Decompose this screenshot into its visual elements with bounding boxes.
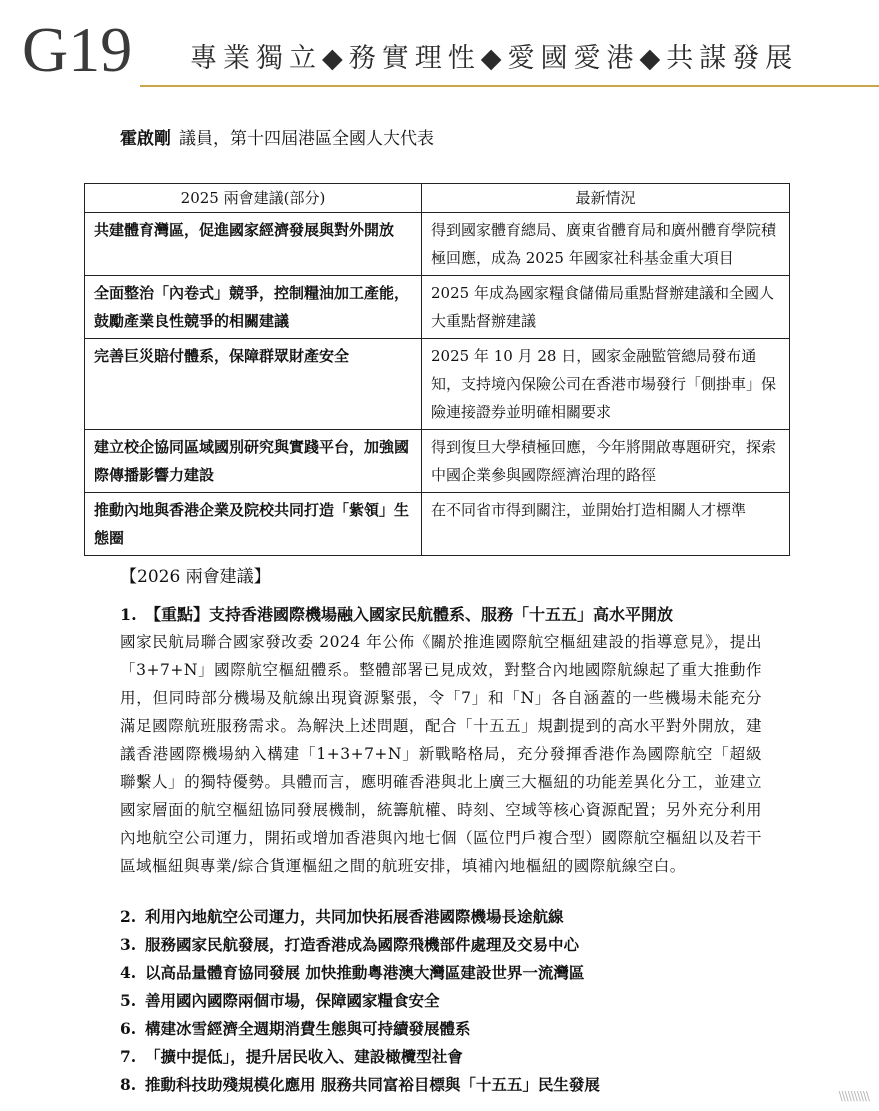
list-item bbox=[120, 1043, 800, 1071]
item-number: 7. bbox=[120, 1047, 137, 1066]
item-text: 服務國家民航發展，打造香港成為國際飛機部件處理及交易中心 bbox=[145, 935, 580, 954]
section-title-2026: 【2026 兩會建議】 bbox=[120, 567, 271, 587]
item-text: 善用國內國際兩個市場，保障國家糧食安全 bbox=[145, 991, 440, 1010]
g19-logo: G19 bbox=[22, 14, 133, 85]
item-title: 【重點】支持香港國際機場融入國家民航體系、服務「十五五」高水平開放 bbox=[145, 605, 674, 624]
table-header-proposal: 2025 兩會建議(部分) bbox=[85, 184, 422, 213]
list-item bbox=[120, 959, 800, 987]
table-header-status: 最新情況 bbox=[422, 184, 790, 213]
proposal-list bbox=[120, 903, 800, 1099]
header-slogan: 專業獨立◆務實理性◆愛國愛港◆共謀發展 bbox=[190, 43, 799, 74]
member-line bbox=[120, 124, 434, 149]
table-row bbox=[85, 493, 790, 556]
item-number: 3. bbox=[120, 935, 137, 954]
table-row bbox=[85, 213, 790, 276]
list-item bbox=[120, 1015, 800, 1043]
item-number: 6. bbox=[120, 1019, 137, 1038]
item-number: 1. bbox=[120, 605, 137, 624]
member-title: 議員，第十四屆港區全國人大代表 bbox=[179, 129, 434, 149]
item-text: 推動科技助殘規模化應用 服務共同富裕目標與「十五五」民生發展 bbox=[145, 1075, 600, 1094]
status-cell: 2025 年成為國家糧食儲備局重點督辦建議和全國人大重點督辦建議 bbox=[422, 276, 790, 339]
item-text: 以高品量體育協同發展 加快推動粵港澳大灣區建設世界一流灣區 bbox=[145, 963, 585, 982]
header-rule bbox=[140, 85, 879, 87]
item-number: 4. bbox=[120, 963, 137, 982]
item-number: 2. bbox=[120, 907, 137, 926]
proposal-item-1-heading bbox=[120, 602, 762, 628]
table-row bbox=[85, 339, 790, 430]
proposal-cell: 完善巨災賠付體系，保障群眾財產安全 bbox=[85, 339, 422, 430]
proposal-item-1 bbox=[120, 602, 762, 880]
proposal-item-1-body: 國家民航局聯合國家發改委 2024 年公佈《關於推進國際航空樞紐建設的指導意見》，提出「3+7+N」國際航空樞紐體系。整體部署已見成效，對整合內地國際航線起了重大推動作用，但同時部分機場及航線出現資源緊張，令「7」和「N」各自涵蓋的一些機場未能充分滿足國際航班服務需求。為解決上述問題，配合「十五五」規劃提到的高水平對外開放，建議香港國際機場納入構建「1+3+7+N」新戰略格局，充分發揮香港作為國際航空「超級聯繫人」的獨特優勢。具體而言，應明確香港與北上廣三大樞紐的功能差異化分工，並建立國家層面的航空樞紐協同發展機制，統籌航權、時刻、空域等核心資源配置；另外充分利用內地航空公司運力，開拓或增加香港與內地七個（區位門戶複合型）國際航空樞紐以及若干區域樞紐與專業/綜合貨運樞紐之間的航班安排，填補內地樞紐的國際航線空白。 bbox=[120, 633, 762, 875]
proposals-status-table bbox=[84, 183, 790, 556]
status-cell: 得到復旦大學積極回應，今年將開啟專題研究，探索中國企業參與國際經濟治理的路徑 bbox=[422, 430, 790, 493]
list-item bbox=[120, 987, 800, 1015]
status-cell: 得到國家體育總局、廣東省體育局和廣州體育學院積極回應，成為 2025 年國家社科基金重大項目 bbox=[422, 213, 790, 276]
item-text: 利用內地航空公司運力，共同加快拓展香港國際機場長途航線 bbox=[145, 907, 564, 926]
item-text: 「擴中提低」，提升居民收入、建設橄欖型社會 bbox=[145, 1047, 463, 1066]
list-item bbox=[120, 903, 800, 931]
list-item bbox=[120, 1071, 800, 1099]
member-name: 霍啟剛 bbox=[120, 129, 171, 149]
table-row bbox=[85, 430, 790, 493]
page-header bbox=[0, 0, 879, 95]
table-row bbox=[85, 276, 790, 339]
watermark: \\\\\\\\\\ bbox=[838, 1089, 869, 1103]
proposal-cell: 推動內地與香港企業及院校共同打造「紫領」生態圈 bbox=[85, 493, 422, 556]
status-cell: 在不同省市得到關注，並開始打造相關人才標準 bbox=[422, 493, 790, 556]
proposal-cell: 建立校企協同區域國別研究與實踐平台，加強國際傳播影響力建設 bbox=[85, 430, 422, 493]
item-text: 構建冰雪經濟全週期消費生態與可持續發展體系 bbox=[145, 1019, 471, 1038]
table-header-row bbox=[85, 184, 790, 213]
item-number: 8. bbox=[120, 1075, 137, 1094]
status-cell: 2025 年 10 月 28 日，國家金融監管總局發布通知，支持境內保險公司在香港市場發行「側掛車」保險連接證券並明確相關要求 bbox=[422, 339, 790, 430]
item-number: 5. bbox=[120, 991, 137, 1010]
list-item bbox=[120, 931, 800, 959]
proposal-cell: 全面整治「內卷式」競爭，控制糧油加工產能，鼓勵產業良性競爭的相關建議 bbox=[85, 276, 422, 339]
proposal-cell: 共建體育灣區，促進國家經濟發展與對外開放 bbox=[85, 213, 422, 276]
